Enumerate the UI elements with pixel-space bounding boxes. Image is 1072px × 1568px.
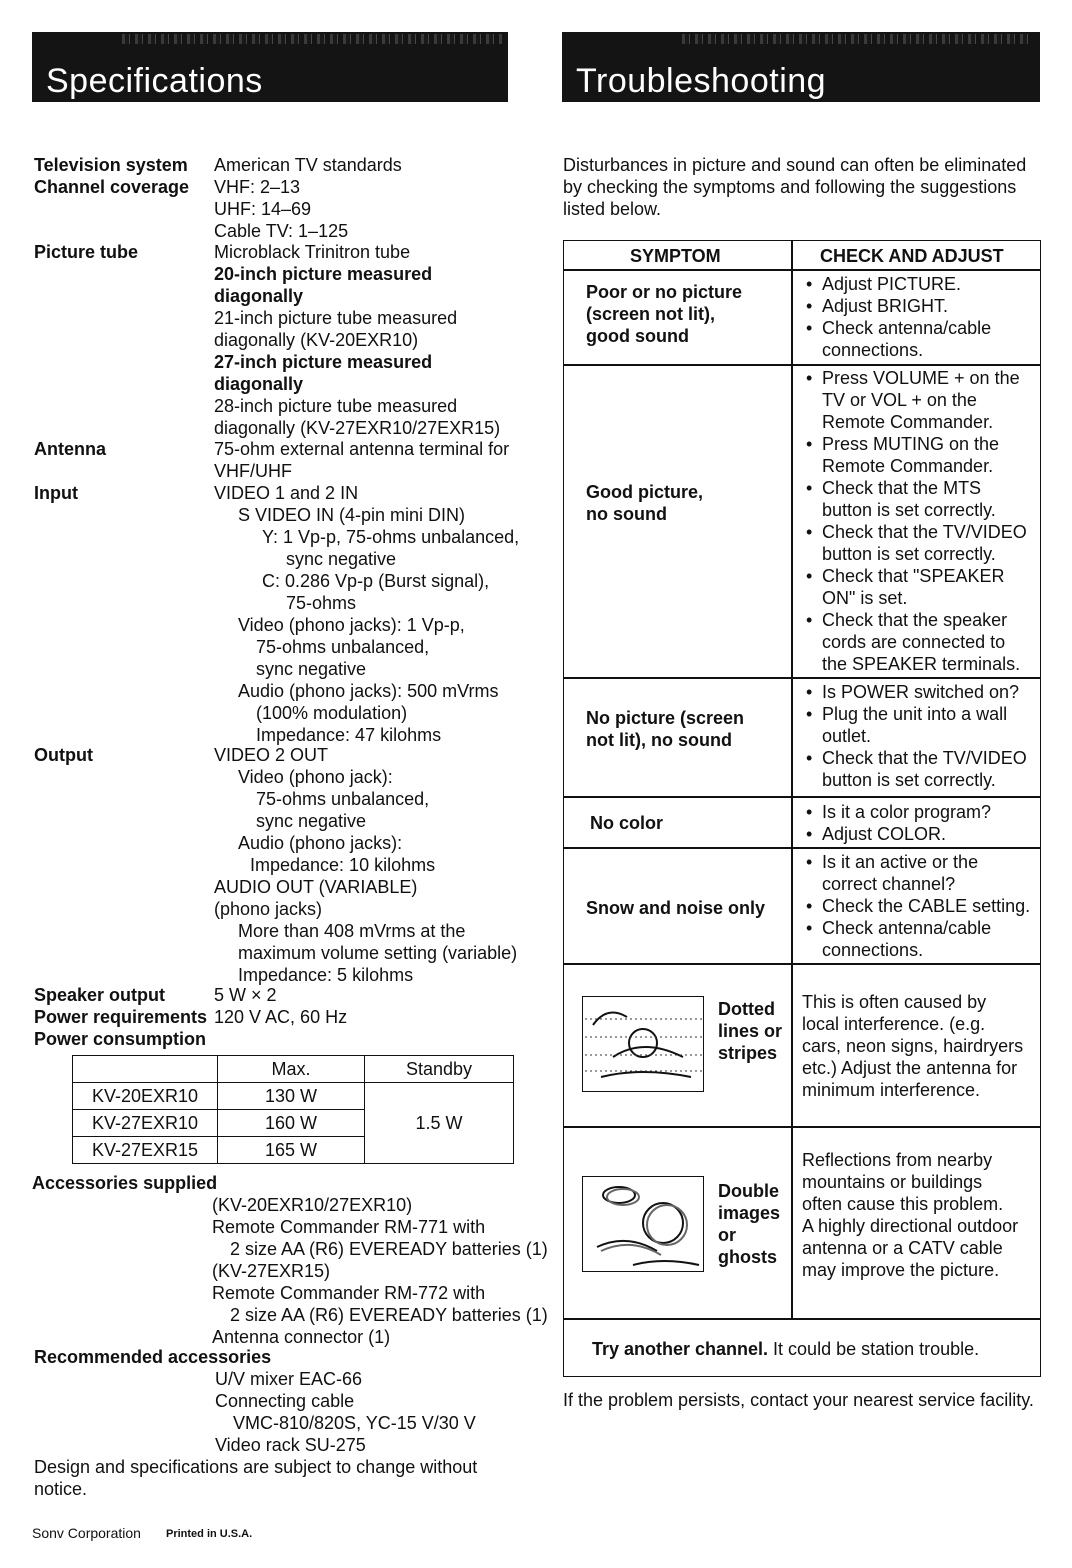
check-item xyxy=(802,521,1042,565)
footer-company: Sonv Corporation xyxy=(32,1525,141,1541)
check-line: the SPEAKER terminals. xyxy=(822,654,1021,674)
spec-label: Power consumption xyxy=(34,1029,207,1049)
check-line: Check that the speaker xyxy=(822,610,1008,630)
max-cell: 130 W xyxy=(218,1083,365,1110)
check-line: Check antenna/cable xyxy=(822,318,992,338)
symptom-line: Good picture, xyxy=(586,482,703,502)
spec-value-line: S VIDEO IN (4-pin mini DIN) xyxy=(238,505,466,525)
bullet-icon: • xyxy=(806,802,813,822)
bullet-icon: • xyxy=(806,296,813,316)
spec-label: Speaker output xyxy=(34,985,166,1005)
spec-value-line: Impedance: 10 kilohms xyxy=(250,855,436,875)
explanation-line: mountains or buildings xyxy=(802,1172,983,1192)
power-consumption-table xyxy=(72,1055,514,1164)
check-line: Plug the unit into a wall xyxy=(822,704,1008,724)
explanation-line: local interference. (e.g. xyxy=(802,1014,986,1034)
bullet-icon: • xyxy=(806,368,813,388)
list-item: Video rack SU-275 xyxy=(215,1435,366,1455)
symptom-line: images xyxy=(718,1203,781,1223)
design-note: Design and specifications are subject to change without xyxy=(34,1457,478,1477)
list-item: U/V mixer EAC-66 xyxy=(215,1369,363,1389)
explanation-line: antenna or a CATV cable xyxy=(802,1238,1003,1258)
symptom-line: lines or xyxy=(718,1021,783,1041)
check-line: Press MUTING on the xyxy=(822,434,1000,454)
spec-value-line: Audio (phono jacks): xyxy=(238,833,403,853)
interference-illustration-icon xyxy=(582,996,704,1092)
intro-line: by checking the symptoms and following the suggestions xyxy=(563,177,1017,197)
troubleshooting-banner xyxy=(562,32,1040,102)
try-another-channel xyxy=(592,1338,979,1360)
check-item xyxy=(802,273,1042,295)
persist-note: If the problem persists, contact your nearest service facility. xyxy=(563,1390,1034,1410)
spec-value-lines xyxy=(214,1006,347,1028)
symptom-line: Snow and noise only xyxy=(586,898,766,918)
model-cell: KV-27EXR15 xyxy=(73,1137,218,1164)
explanation-line: A highly directional outdoor xyxy=(802,1216,1019,1236)
troubleshooting-table xyxy=(563,240,1041,1377)
check-item xyxy=(802,851,1042,895)
model-cell: KV-27EXR10 xyxy=(73,1110,218,1137)
spec-label: Channel coverage xyxy=(34,177,190,197)
spec-value-line: VHF/UHF xyxy=(214,461,292,481)
spec-value-lines xyxy=(214,744,517,986)
list-item: Remote Commander RM-771 with xyxy=(212,1217,486,1237)
check-line: Remote Commander. xyxy=(822,412,994,432)
list-item: Connecting cable xyxy=(215,1391,355,1411)
footer-printed: Printed in U.S.A. xyxy=(166,1528,253,1540)
spec-value-line: Microblack Trinitron tube xyxy=(214,242,411,262)
list-item: VMC-810/820S, YC-15 V/30 V xyxy=(233,1413,476,1433)
spec-label: Power requirements xyxy=(34,1007,208,1027)
spec-value-line: diagonally xyxy=(214,374,304,394)
spec-value-lines xyxy=(214,482,519,746)
check-line: outlet. xyxy=(822,726,872,746)
check-line: correct channel? xyxy=(822,874,956,894)
try-bold: Try another channel. xyxy=(592,1339,769,1359)
check-item xyxy=(802,681,1042,703)
explanation-line: cars, neon signs, hairdryers xyxy=(802,1036,1024,1056)
spec-value-line: 20-inch picture measured xyxy=(214,264,433,284)
bullet-icon: • xyxy=(806,824,813,844)
list-item: (KV-20EXR10/27EXR10) xyxy=(212,1195,413,1215)
check-item xyxy=(802,895,1042,917)
symptom-line: (screen not lit), xyxy=(586,304,716,324)
explanation-line: Reflections from nearby xyxy=(802,1150,993,1170)
check-item xyxy=(802,823,1042,845)
check-item xyxy=(802,295,1042,317)
check-line: connections. xyxy=(822,940,924,960)
spec-value-line: VIDEO 1 and 2 IN xyxy=(214,483,359,503)
list-item: 2 size AA (R6) EVEREADY batteries (1) xyxy=(230,1239,548,1259)
check-item xyxy=(802,609,1042,675)
spec-value-line: VHF: 2–13 xyxy=(214,177,301,197)
specifications-banner xyxy=(32,32,508,102)
recommended-label: Recommended accessories xyxy=(34,1347,272,1367)
check-line: button is set correctly. xyxy=(822,544,996,564)
list-item: Remote Commander RM-772 with xyxy=(212,1283,486,1303)
spec-value-line: sync negative xyxy=(286,549,397,569)
check-line: Check that the TV/VIDEO xyxy=(822,522,1027,542)
check-line: button is set correctly. xyxy=(822,770,996,790)
list-item: 2 size AA (R6) EVEREADY batteries (1) xyxy=(230,1305,548,1325)
spec-label: Input xyxy=(34,483,78,503)
symptom-cell xyxy=(586,281,742,347)
spec-value-lines xyxy=(214,241,500,439)
spec-value-line: 28-inch picture tube measured xyxy=(214,396,458,416)
symptom-line: good sound xyxy=(586,326,689,346)
try-rest: It could be station trouble. xyxy=(768,1339,980,1359)
symptom-cell xyxy=(718,1180,780,1268)
bullet-icon: • xyxy=(806,704,813,724)
spec-value-line: More than 408 mVrms at the xyxy=(238,921,466,941)
check-line: Remote Commander. xyxy=(822,456,994,476)
spec-value-line: Impedance: 5 kilohms xyxy=(238,965,414,985)
explanation-line: often cause this problem. xyxy=(802,1194,1004,1214)
spec-value-lines xyxy=(214,176,348,242)
symptom-line: ghosts xyxy=(718,1247,778,1267)
design-note-end: notice. xyxy=(34,1479,88,1499)
bullet-icon: • xyxy=(806,610,813,630)
bullet-icon: • xyxy=(806,318,813,338)
check-item xyxy=(802,317,1042,361)
spec-value-lines xyxy=(214,154,402,176)
check-item xyxy=(802,367,1042,433)
explanation-line: may improve the picture. xyxy=(802,1260,1000,1280)
troubleshooting-title: Troubleshooting xyxy=(576,62,827,100)
bullet-icon: • xyxy=(806,918,813,938)
troubleshooting-intro xyxy=(563,154,1043,220)
max-cell: 165 W xyxy=(218,1137,365,1164)
check-line: Is it an active or the xyxy=(822,852,979,872)
spec-value-line: Impedance: 47 kilohms xyxy=(256,725,442,745)
bullet-icon: • xyxy=(806,896,813,916)
check-item xyxy=(802,801,1042,823)
check-line: Press VOLUME + on the xyxy=(822,368,1020,388)
spec-label: Output xyxy=(34,745,93,765)
symptom-line: stripes xyxy=(718,1043,778,1063)
spec-value-line: 75-ohms unbalanced, xyxy=(256,637,430,657)
spec-value-line: 27-inch picture measured xyxy=(214,352,433,372)
bullet-icon: • xyxy=(806,274,813,294)
check-line: Adjust BRIGHT. xyxy=(822,296,949,316)
check-line: Is it a color program? xyxy=(822,802,992,822)
spec-value-line: maximum volume setting (variable) xyxy=(238,943,518,963)
spec-value-line: 5 W × 2 xyxy=(214,985,277,1005)
symptom-line: Poor or no picture xyxy=(586,282,743,302)
symptom-cell xyxy=(718,998,782,1064)
bullet-icon: • xyxy=(806,566,813,586)
bullet-icon: • xyxy=(806,748,813,768)
spec-value-line: diagonally (KV-27EXR10/27EXR15) xyxy=(214,418,501,438)
model-cell: KV-20EXR10 xyxy=(73,1083,218,1110)
check-item xyxy=(802,565,1042,609)
specifications-title: Specifications xyxy=(46,62,263,100)
check-line: Check that the TV/VIDEO xyxy=(822,748,1027,768)
check-line: Adjust PICTURE. xyxy=(822,274,962,294)
spec-label: Picture tube xyxy=(34,242,139,262)
spec-value-line: Video (phono jack): xyxy=(238,767,393,787)
max-cell: 160 W xyxy=(218,1110,365,1137)
standby-cell: 1.5 W xyxy=(365,1083,514,1164)
check-line: Adjust COLOR. xyxy=(822,824,947,844)
check-line: Check that "SPEAKER xyxy=(822,566,1005,586)
accessories-label: Accessories supplied xyxy=(32,1173,218,1193)
power-header-max: Max. xyxy=(218,1056,365,1083)
spec-value-line: 75-ohm external antenna terminal for xyxy=(214,439,510,459)
list-item: Antenna connector (1) xyxy=(212,1327,391,1347)
bullet-icon: • xyxy=(806,478,813,498)
symptom-line: or xyxy=(718,1225,736,1245)
power-table-header xyxy=(73,1056,514,1083)
check-line: TV or VOL + on the xyxy=(822,390,977,410)
symptom-line: Dotted xyxy=(718,999,775,1019)
symptom-cell xyxy=(590,812,663,834)
explanation-line: This is often caused by xyxy=(802,992,987,1012)
check-line: Check that the MTS xyxy=(822,478,982,498)
spec-value-lines xyxy=(214,984,277,1006)
check-line: cords are connected to xyxy=(822,632,1006,652)
accessories-list xyxy=(212,1194,548,1348)
check-item xyxy=(802,917,1042,961)
bullet-icon: • xyxy=(806,522,813,542)
check-adjust-cell xyxy=(802,851,1042,961)
check-item xyxy=(802,703,1042,747)
spec-value-line: 75-ohms xyxy=(286,593,357,613)
spec-value-line: UHF: 14–69 xyxy=(214,199,312,219)
check-line: Check the CABLE setting. xyxy=(822,896,1031,916)
check-line: button is set correctly. xyxy=(822,500,996,520)
bullet-icon: • xyxy=(806,852,813,872)
spec-value-line: Cable TV: 1–125 xyxy=(214,221,349,241)
bullet-icon: • xyxy=(806,682,813,702)
check-line: Check antenna/cable xyxy=(822,918,992,938)
spec-value-line: Audio (phono jacks): 500 mVrms xyxy=(238,681,499,701)
check-adjust-cell xyxy=(802,801,1042,845)
check-adjust-header: CHECK AND ADJUST xyxy=(820,246,1004,266)
list-item: (KV-27EXR15) xyxy=(212,1261,331,1281)
check-item xyxy=(802,477,1042,521)
spec-value-lines xyxy=(214,438,509,482)
check-item xyxy=(802,747,1042,791)
symptom-line: not lit), no sound xyxy=(586,730,732,750)
bullet-icon: • xyxy=(806,434,813,454)
symptom-cell xyxy=(586,897,765,919)
check-adjust-cell xyxy=(802,1149,1042,1281)
symptom-line: no sound xyxy=(586,504,667,524)
spec-value-line: Video (phono jacks): 1 Vp-p, xyxy=(238,615,465,635)
spec-value-line: Y: 1 Vp-p, 75-ohms unbalanced, xyxy=(262,527,520,547)
spec-value-line: 75-ohms unbalanced, xyxy=(256,789,430,809)
check-item xyxy=(802,433,1042,477)
spec-value-line: diagonally xyxy=(214,286,304,306)
check-adjust-cell xyxy=(802,681,1042,791)
intro-line: Disturbances in picture and sound can often be eliminated xyxy=(563,155,1027,175)
spec-value-line: C: 0.286 Vp-p (Burst signal), xyxy=(262,571,490,591)
check-line: Is POWER switched on? xyxy=(822,682,1020,702)
check-line: ON" is set. xyxy=(822,588,908,608)
check-line: connections. xyxy=(822,340,924,360)
spec-value-line: sync negative xyxy=(256,659,367,679)
ghost-illustration-icon xyxy=(582,1176,704,1272)
spec-value-line: (phono jacks) xyxy=(214,899,323,919)
symptom-cell xyxy=(586,707,744,751)
spec-value-line: American TV standards xyxy=(214,155,402,175)
spec-value-line: (100% modulation) xyxy=(256,703,408,723)
spec-value-line: 120 V AC, 60 Hz xyxy=(214,1007,348,1027)
spec-value-line: diagonally (KV-20EXR10) xyxy=(214,330,419,350)
spec-value-line: VIDEO 2 OUT xyxy=(214,745,329,765)
power-header-blank xyxy=(73,1056,218,1083)
spec-value-line: 21-inch picture tube measured xyxy=(214,308,458,328)
check-adjust-cell xyxy=(802,991,1042,1101)
recommended-list xyxy=(215,1368,476,1456)
power-header-standby: Standby xyxy=(365,1056,514,1083)
check-adjust-cell xyxy=(802,273,1042,361)
intro-line: listed below. xyxy=(563,199,662,219)
symptom-line: No color xyxy=(590,813,664,833)
explanation-line: minimum interference. xyxy=(802,1080,981,1100)
explanation-line: etc.) Adjust the antenna for xyxy=(802,1058,1018,1078)
power-table-row xyxy=(73,1083,514,1110)
spec-value-line: AUDIO OUT (VARIABLE) xyxy=(214,877,418,897)
spec-label: Antenna xyxy=(34,439,106,459)
symptom-line: Double xyxy=(718,1181,779,1201)
spec-value-line: sync negative xyxy=(256,811,367,831)
symptom-header: SYMPTOM xyxy=(630,246,721,266)
symptom-line: No picture (screen xyxy=(586,708,745,728)
check-adjust-cell xyxy=(802,367,1042,675)
symptom-cell xyxy=(586,481,703,525)
spec-label: Television system xyxy=(34,155,188,175)
